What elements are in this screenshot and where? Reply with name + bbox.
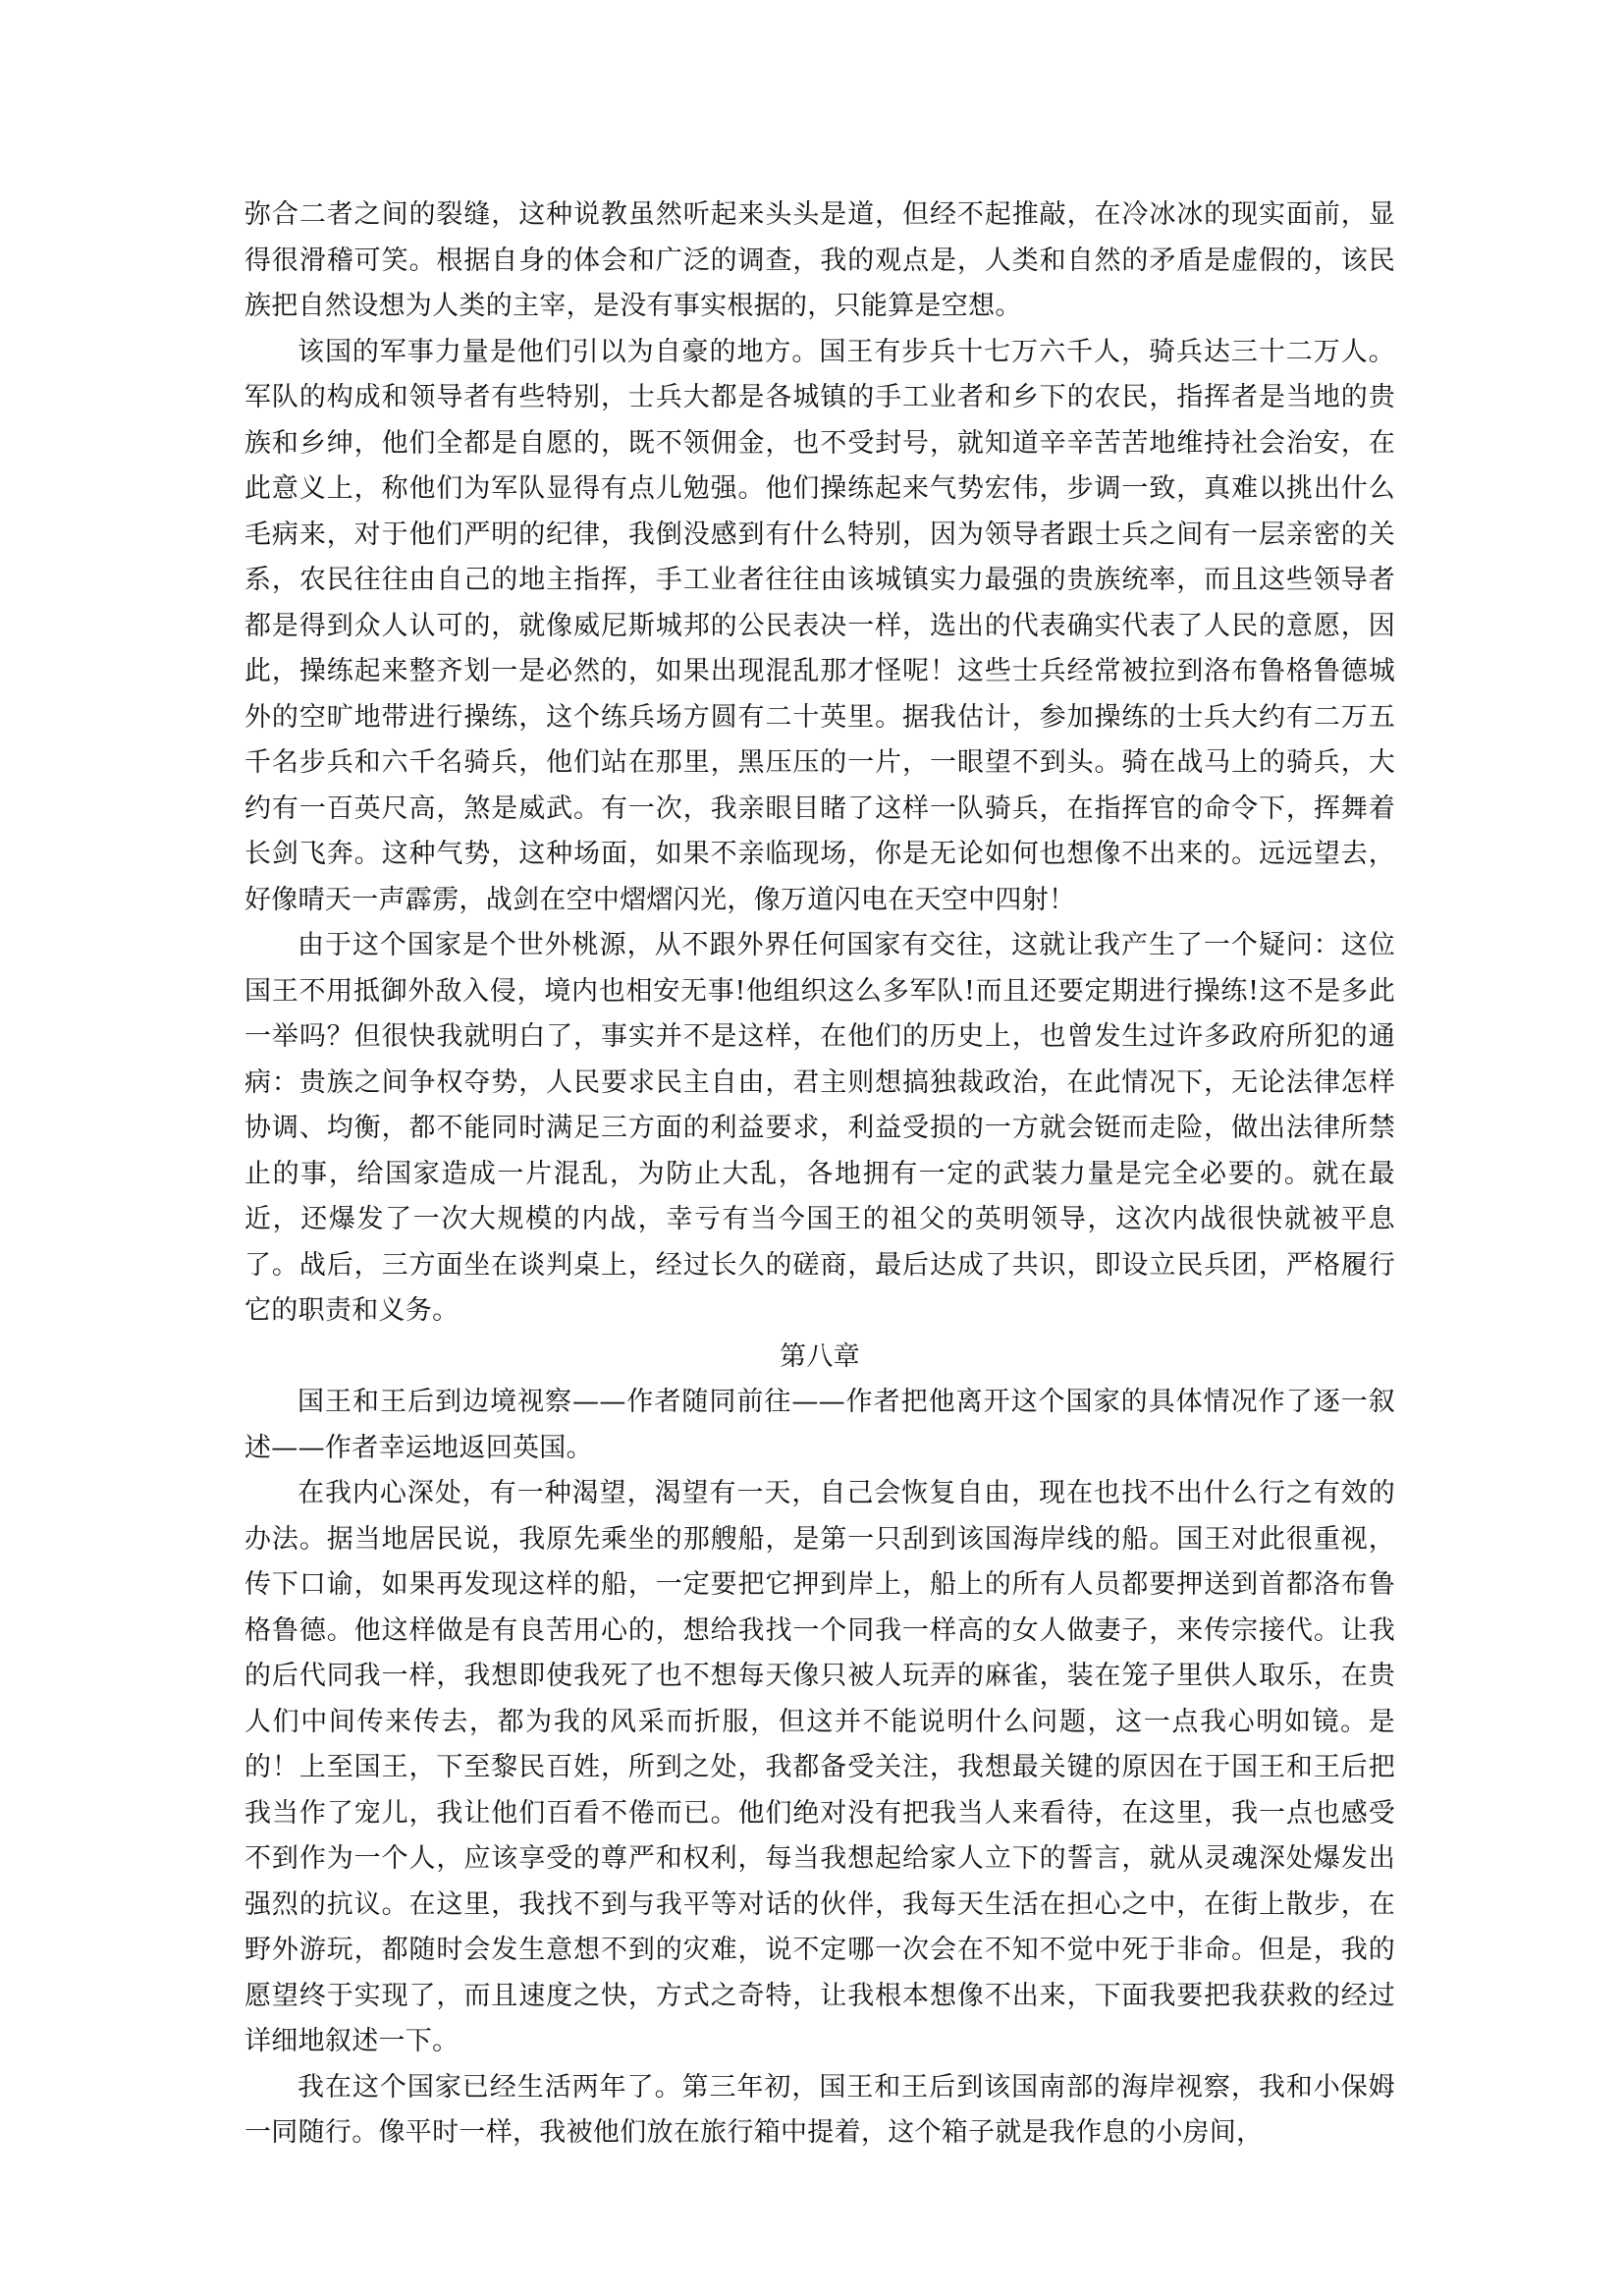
paragraph-continuation: 弥合二者之间的裂缝，这种说教虽然听起来头头是道，但经不起推敲，在冷冰冰的现实面前，显得很滑稽可笑。根据自身的体会和广泛的调查，我的观点是，人类和自然的矛盾是虚假的，该民族把自然设想为人类的主宰，是没有事实根据的，只能算是空想。: [244, 199, 1395, 321]
chapter-heading: 第八章: [780, 1340, 860, 1372]
paragraph-civil-war: 由于这个国家是个世外桃源，从不跟外界任何国家有交往，这就让我产生了一个疑问：这位国王不用抵御外敌入侵，境内也相安无事!他组织这么多军队!而且还要定期进行操练!这不是多此一举吗？但很快我就明白了，事实并不是这样，在他们的历史上，也曾发生过许多政府所犯的通病：贵族之间争权夺势，人民要求民主自由，君主则想搞独裁政治，在此情况下，无论法律怎样协调、均衡，都不能同时满足三方面的利益要求，利益受损的一方就会铤而走险，做出法律所禁止的事，给国家造成一片混乱，为防止大乱，各地拥有一定的武装力量是完全必要的。就在最近，还爆发了一次大规模的内战，幸亏有当今国王的祖父的英明领导，这次内战很快就被平息了。战后，三方面坐在谈判桌上，经过长久的磋商，最后达成了共识，即设立民兵团，严格履行它的职责和义务。: [244, 930, 1395, 1326]
document-page: [244, 192, 1395, 2157]
paragraph-journey-south: 我在这个国家已经生活两年了。第三年初，国王和王后到该国南部的海岸视察，我和小保姆一同随行。像平时一样，我被他们放在旅行箱中提着，这个箱子就是我作息的小房间，: [244, 2071, 1395, 2148]
paragraph-military: 该国的军事力量是他们引以为自豪的地方。国王有步兵十七万六千人，骑兵达三十二万人。军队的构成和领导者有些特别，士兵大都是各城镇的手工业者和乡下的农民，指挥者是当地的贵族和乡绅，他们全都是自愿的，既不领佣金，也不受封号，就知道辛辛苦苦地维持社会治安，在此意义上，称他们为军队显得有点儿勉强。他们操练起来气势宏伟，步调一致，真难以挑出什么毛病来，对于他们严明的纪律，我倒没感到有什么特别，因为领导者跟士兵之间有一层亲密的关系，农民往往由自己的地主指挥，手工业者往往由该城镇实力最强的贵族统率，而且这些领导者都是得到众人认可的，就像威尼斯城邦的公民表决一样，选出的代表确实代表了人民的意愿，因此，操练起来整齐划一是必然的，如果出现混乱那才怪呢！这些士兵经常被拉到洛布鲁格鲁德城外的空旷地带进行操练，这个练兵场方圆有二十英里。据我估计，参加操练的士兵大约有二万五千名步兵和六千名骑兵，他们站在那里，黑压压的一片，一眼望不到头。骑在战马上的骑兵，大约有一百英尺高，煞是威武。有一次，我亲眼目睹了这样一队骑兵，在指挥官的命令下，挥舞着长剑飞奔。这种气势，这种场面，如果不亲临现场，你是无论如何也想像不出来的。远远望去，好像晴天一声霹雳，战剑在空中熠熠闪光，像万道闪电在天空中四射！: [244, 336, 1395, 915]
paragraph-longing-freedom: 在我内心深处，有一种渴望，渴望有一天，自己会恢复自由，现在也找不出什么行之有效的办法。据当地居民说，我原先乘坐的那艘船，是第一只刮到该国海岸线的船。国王对此很重视，传下口谕，如果再发现这样的船，一定要把它押到岸上，船上的所有人员都要押送到首都洛布鲁格鲁德。他这样做是有良苦用心的，想给我找一个同我一样高的女人做妻子，来传宗接代。让我的后代同我一样，我想即使我死了也不想每天像只被人玩弄的麻雀，装在笼子里供人取乐，在贵人们中间传来传去，都为我的风采而折服，但这并不能说明什么问题，这一点我心明如镜。是的！上至国王，下至黎民百姓，所到之处，我都备受关注，我想最关键的原因在于国王和王后把我当作了宠儿，我让他们百看不倦而已。他们绝对没有把我当人来看待，在这里，我一点也感受不到作为一个人，应该享受的尊严和权利，每当我想起给家人立下的誓言，就从灵魂深处爆发出强烈的抗议。在这里，我找不到与我平等对话的伙伴，我每天生活在担心之中，在街上散步，在野外游玩，都随时会发生意想不到的灾难，说不定哪一次会在不知不觉中死于非命。但是，我的愿望终于实现了，而且速度之快，方式之奇特，让我根本想像不出来，下面我要把我获救的经过详细地叙述一下。: [244, 1478, 1395, 2056]
chapter-summary: 国王和王后到边境视察——作者随同前往——作者把他离开这个国家的具体情况作了逐一叙述——作者幸运地返回英国。: [244, 1387, 1395, 1463]
